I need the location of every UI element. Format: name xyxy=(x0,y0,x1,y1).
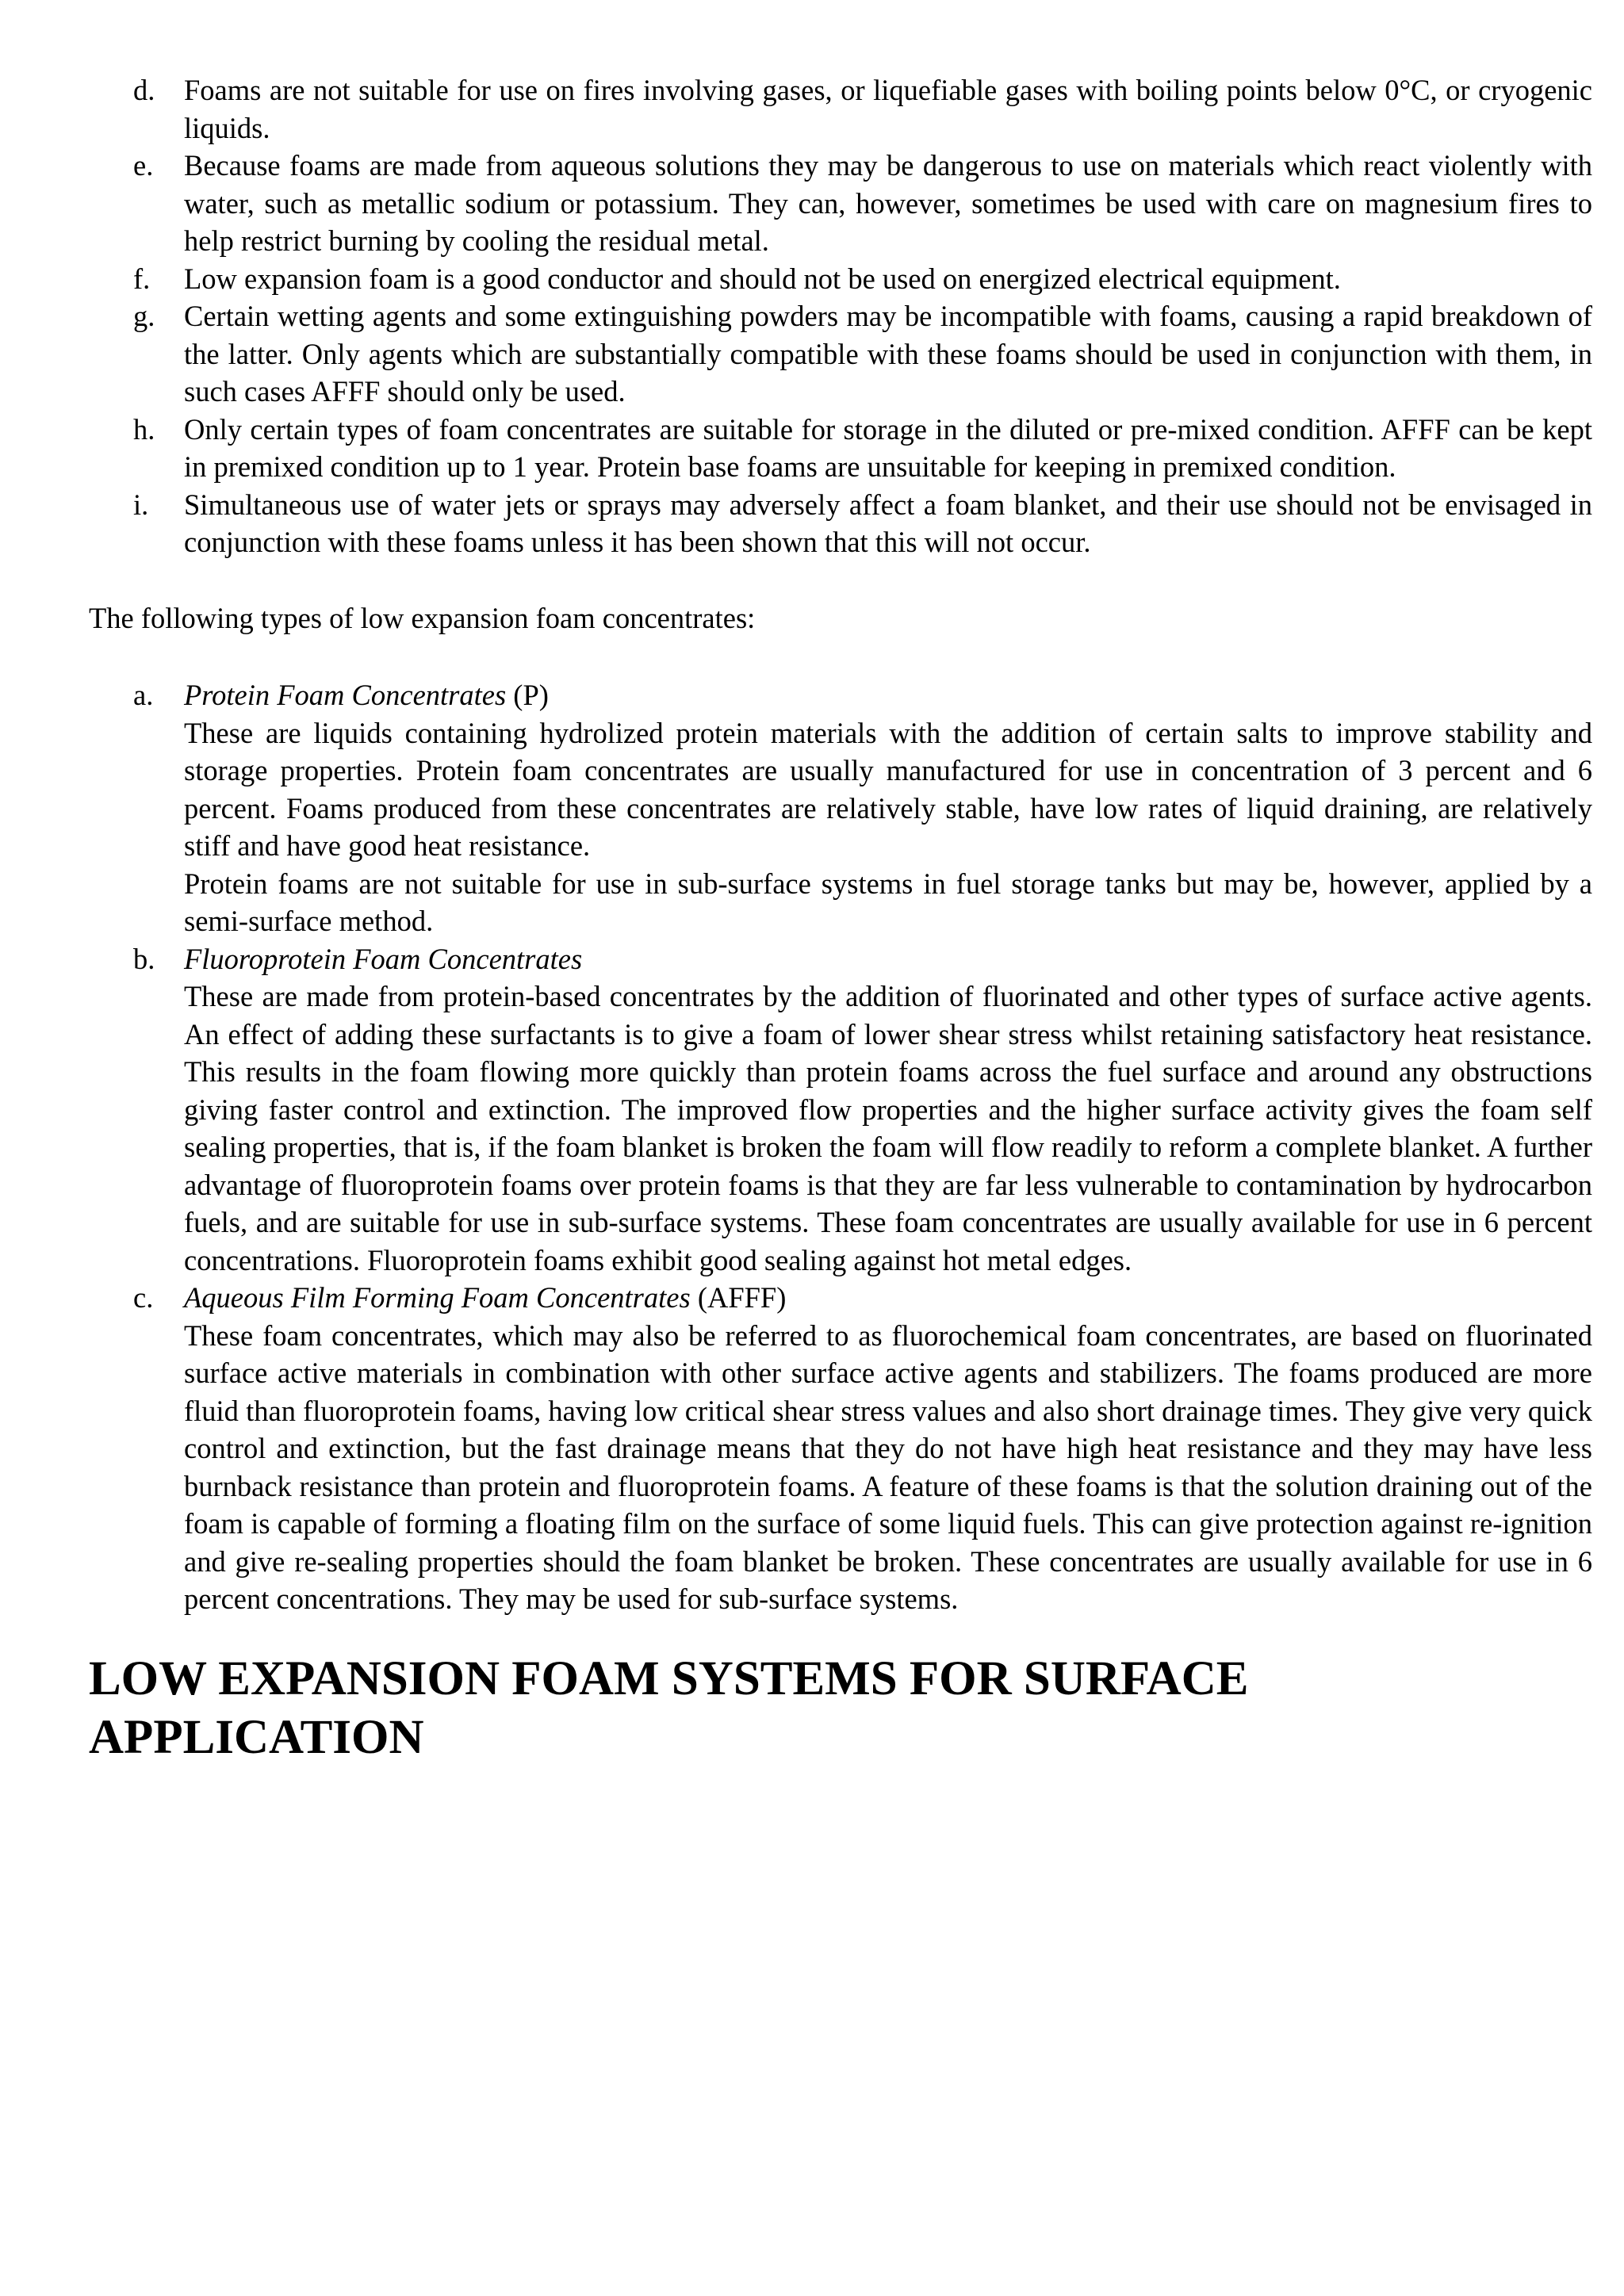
list-item xyxy=(89,297,1592,411)
item-heading xyxy=(184,940,1592,978)
item-paragraph: Protein foams are not suitable for use in sub-surface systems in fuel storage tanks but may be, however, applied by a semi-surface method. xyxy=(184,867,1592,937)
item-heading xyxy=(184,676,1592,714)
list-item xyxy=(89,71,1592,147)
list-marker: f. xyxy=(133,262,151,295)
section-heading: LOW EXPANSION FOAM SYSTEMS FOR SURFACE APPLICATION xyxy=(89,1651,1249,1764)
list-marker: b. xyxy=(133,942,155,975)
list-marker: e. xyxy=(133,149,154,182)
item-title: Aqueous Film Forming Foam Concentrates xyxy=(184,1281,691,1314)
item-suffix: (AFFF) xyxy=(690,1281,787,1314)
list-marker: a. xyxy=(133,679,154,711)
item-paragraph: These are made from protein-based concentrates by the addition of fluorinated and other types of surface active agents. An effect of adding these surfactants is to give a foam of lower shear stress whilst retaining satisfactory heat resistance. This results in the foam flowing more quickly than protein foams across the fuel surface and around any obstructions giving faster control and extinction. The improved flow properties and the higher surface activity gives the foam self sealing properties, that is, if the foam blanket is broken the foam will flow readily to reform a complete blanket. A further advantage of fluoroprotein foams over protein foams is that they are far less vulnerable to contamination by hydrocarbon fuels, and are suitable for use in sub-surface systems. These foam concentrates are usually available for use in 6 percent concentrations. Fluoroprotein foams exhibit good sealing against hot metal edges. xyxy=(184,980,1592,1276)
list-item xyxy=(89,486,1592,561)
item-heading xyxy=(184,1279,1592,1317)
list-item-protein xyxy=(89,676,1592,940)
list-marker: h. xyxy=(133,412,155,446)
item-title: Fluoroprotein Foam Concentrates xyxy=(184,942,583,975)
list-item-text: Because foams are made from aqueous solutions they may be dangerous to use on materials which react violently with water, such as metallic sodium or potassium. They can, however, sometimes be used with care on magnesium fires to help restrict burning by cooling the residual metal. xyxy=(184,149,1592,257)
item-paragraph: These are liquids containing hydrolized protein materials with the addition of certain salts to improve stability and storage properties. Protein foam concentrates are usually manufactured for use in concentration of 3 percent and 6 percent. Foams produced from these concentrates are relatively stable, have low rates of liquid draining, are relatively stiff and have good heat resistance. xyxy=(184,716,1592,862)
item-suffix: (P) xyxy=(506,679,549,711)
list-item-afff xyxy=(89,1279,1592,1618)
intro-paragraph: The following types of low expansion foam concentrates: xyxy=(89,601,756,634)
list-marker: c. xyxy=(133,1281,154,1314)
list-item-fluoroprotein xyxy=(89,940,1592,1280)
list-marker: d. xyxy=(133,74,155,106)
list-item xyxy=(89,260,1592,298)
list-item-text: Foams are not suitable for use on fires involving gases, or liquefiable gases with boiling points below 0°C, or cryogenic liquids. xyxy=(184,74,1592,144)
list-item-text: Certain wetting agents and some extinguishing powders may be incompatible with foams, causing a rapid breakdown of the latter. Only agents which are substantially compatible with these foams should be used in conjunction with them, in such cases AFFF should only be used. xyxy=(184,300,1592,408)
list-item-text: Simultaneous use of water jets or sprays may adversely affect a foam blanket, and their use should not be envisaged in conjunction with these foams unless it has been shown that this will not occur. xyxy=(184,488,1592,558)
list-item xyxy=(89,147,1592,260)
list-marker: g. xyxy=(133,300,155,332)
limitations-list xyxy=(89,71,1592,561)
list-marker: i. xyxy=(133,488,149,521)
foam-types-list xyxy=(89,676,1592,1618)
list-item-text: Only certain types of foam concentrates are suitable for storage in the diluted or pre-mixed condition. AFFF can be kept in premixed condition up to 1 year. Protein base foams are unsuitable for keeping in premixed condition. xyxy=(184,412,1592,483)
list-item-text: Low expansion foam is a good conductor and should not be used on energized electrical equipment. xyxy=(184,262,1341,295)
item-title: Protein Foam Concentrates xyxy=(184,679,507,711)
list-item xyxy=(89,411,1592,486)
item-paragraph: These foam concentrates, which may also be referred to as fluorochemical foam concentrates, are based on fluorinated surface active materials in combination with other surface active agents and stabilizers. The foams produced are more fluid than fluoroprotein foams, having low critical shear stress values and also short drainage times. They give very quick control and extinction, but the fast drainage means that they do not have high heat resistance and they may have less burnback resistance than protein and fluoroprotein foams. A feature of these foams is that the solution draining out of the foam is capable of forming a floating film on the surface of some liquid fuels. This can give protection against re-ignition and give re-sealing properties should the foam blanket be broken. These concentrates are usually available for use in 6 percent concentrations. They may be used for sub-surface systems. xyxy=(184,1318,1592,1615)
